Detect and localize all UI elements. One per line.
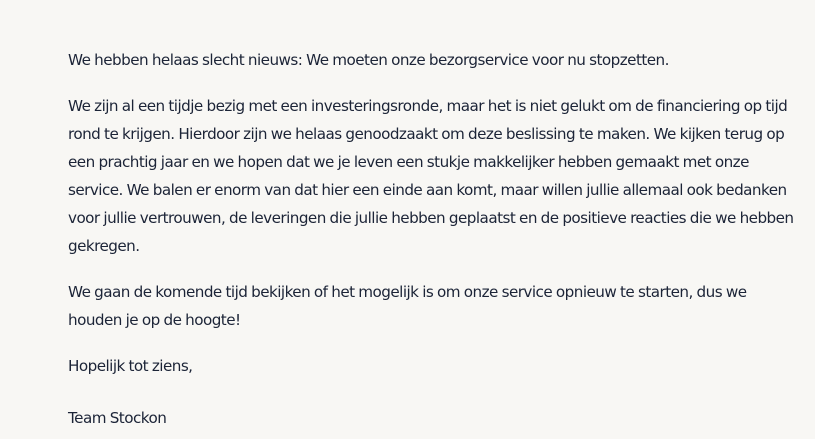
announcement-message	[68, 46, 798, 432]
followup-paragraph: We gaan de komende tijd bekijken of het mogelijk is om onze service opnieuw te starten, dus we houden je op de hoogte!	[68, 283, 747, 329]
signature: Team Stockon	[68, 409, 167, 427]
closing-line: Hopelijk tot ziens,	[68, 357, 193, 375]
intro-paragraph: We hebben helaas slecht nieuws: We moeten onze bezorgservice voor nu stopzetten.	[68, 51, 669, 69]
body-paragraph: We zijn al een tijdje bezig met een investeringsronde, maar het is niet gelukt om de financiering op tijd rond te krijgen. Hierdoor zijn we helaas genoodzaakt om deze beslissing te maken. We kijken terug op een prachtig jaar en we hopen dat we je leven een stukje makkelijker hebben gemaakt met onze service. We balen er enorm van dat hier een einde aan komt, maar willen jullie allemaal ook bedanken voor jullie vertrouwen, de leveringen die jullie hebben geplaatst en de positieve reacties die we hebben gekregen.	[68, 97, 794, 255]
